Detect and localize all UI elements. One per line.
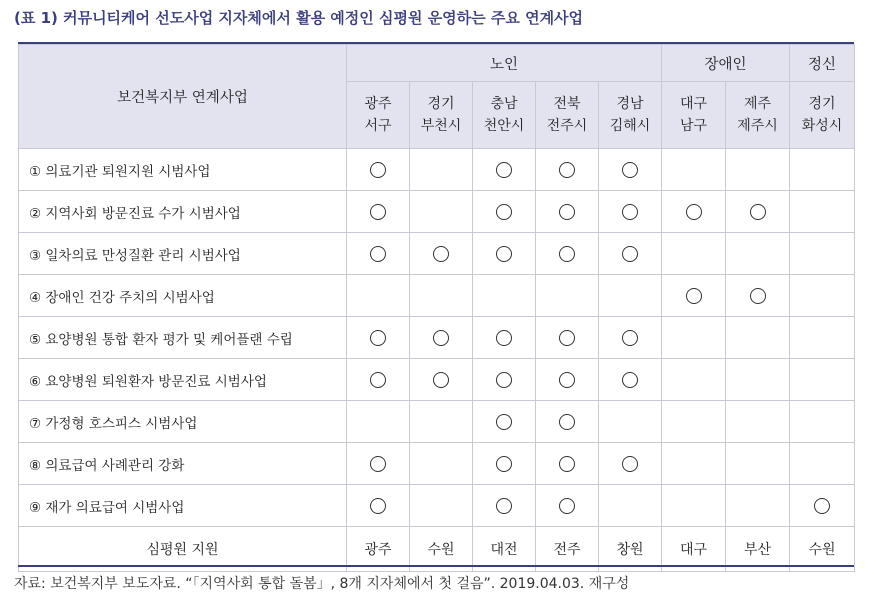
program-label: ⑥ 요양병원 퇴원환자 방문진료 시범사업 <box>19 359 347 401</box>
mark-cell <box>473 443 536 485</box>
circle-mark-icon <box>496 330 512 346</box>
mark-cell <box>473 317 536 359</box>
region-city: 화성시 <box>801 118 843 134</box>
mark-cell <box>536 149 599 191</box>
mark-cell <box>473 233 536 275</box>
mark-cell <box>599 191 662 233</box>
mark-cell <box>726 191 790 233</box>
circle-mark-icon <box>686 204 702 220</box>
mark-cell <box>599 233 662 275</box>
mark-cell <box>726 401 790 443</box>
mark-cell <box>536 401 599 443</box>
mark-cell <box>662 359 726 401</box>
circle-mark-icon <box>370 162 386 178</box>
region-header <box>726 82 790 149</box>
circle-mark-icon <box>370 372 386 388</box>
mark-cell <box>473 275 536 317</box>
mark-cell <box>790 485 855 527</box>
mark-cell <box>599 401 662 443</box>
circle-mark-icon <box>750 204 766 220</box>
mark-cell <box>536 191 599 233</box>
mark-cell <box>662 485 726 527</box>
group-header: 장애인 <box>662 45 790 82</box>
mark-cell <box>536 443 599 485</box>
mark-cell <box>726 149 790 191</box>
region-city: 서구 <box>364 118 392 134</box>
circle-mark-icon <box>370 456 386 472</box>
circle-mark-icon <box>559 204 575 220</box>
table-caption: (표 1) 커뮤니티케어 선도사업 지자체에서 활용 예정인 심평원 운영하는 주요 연계사업 <box>14 9 584 27</box>
program-label: ② 지역사회 방문진료 수가 시범사업 <box>19 191 347 233</box>
circle-mark-icon <box>622 372 638 388</box>
support-city: 수원 <box>410 527 473 572</box>
program-label: ④ 장애인 건강 주치의 시범사업 <box>19 275 347 317</box>
mark-cell <box>599 443 662 485</box>
support-city: 전주 <box>536 527 599 572</box>
table-row <box>19 401 855 443</box>
program-label: ⑤ 요양병원 통합 환자 평가 및 케어플랜 수립 <box>19 317 347 359</box>
row-label-header: 보건복지부 연계사업 <box>19 45 347 149</box>
mark-cell <box>662 317 726 359</box>
program-label: ⑨ 재가 의료급여 시범사업 <box>19 485 347 527</box>
linked-programs-table <box>18 44 855 572</box>
region-province: 경남 <box>616 96 644 112</box>
circle-mark-icon <box>622 246 638 262</box>
region-header <box>790 82 855 149</box>
table-row <box>19 191 855 233</box>
circle-mark-icon <box>622 456 638 472</box>
mark-cell <box>726 275 790 317</box>
mark-cell <box>347 359 410 401</box>
mark-cell <box>410 191 473 233</box>
support-city: 광주 <box>347 527 410 572</box>
support-city: 부산 <box>726 527 790 572</box>
mark-cell <box>536 275 599 317</box>
circle-mark-icon <box>496 372 512 388</box>
circle-mark-icon <box>370 204 386 220</box>
mark-cell <box>410 233 473 275</box>
mark-cell <box>347 149 410 191</box>
mark-cell <box>790 191 855 233</box>
mark-cell <box>347 485 410 527</box>
circle-mark-icon <box>559 456 575 472</box>
circle-mark-icon <box>622 204 638 220</box>
mark-cell <box>599 149 662 191</box>
mark-cell <box>473 401 536 443</box>
mark-cell <box>790 233 855 275</box>
region-header <box>410 82 473 149</box>
mark-cell <box>726 485 790 527</box>
mark-cell <box>410 317 473 359</box>
region-province: 전북 <box>553 96 581 112</box>
mark-cell <box>662 401 726 443</box>
circle-mark-icon <box>433 330 449 346</box>
source-note: 자료: 보건복지부 보도자료. “「지역사회 통합 돌봄」, 8개 지자체에서 첫 걸음”. 2019.04.03. 재구성 <box>14 576 630 592</box>
mark-cell <box>473 485 536 527</box>
program-label: ① 의료기관 퇴원지원 시범사업 <box>19 149 347 191</box>
circle-mark-icon <box>814 498 830 514</box>
circle-mark-icon <box>559 414 575 430</box>
circle-mark-icon <box>622 162 638 178</box>
circle-mark-icon <box>496 204 512 220</box>
mark-cell <box>599 359 662 401</box>
region-header <box>662 82 726 149</box>
group-header: 노인 <box>347 45 662 82</box>
mark-cell <box>410 443 473 485</box>
circle-mark-icon <box>559 498 575 514</box>
circle-mark-icon <box>496 414 512 430</box>
circle-mark-icon <box>559 330 575 346</box>
circle-mark-icon <box>370 246 386 262</box>
mark-cell <box>662 149 726 191</box>
mark-cell <box>410 401 473 443</box>
mark-cell <box>473 149 536 191</box>
mark-cell <box>790 401 855 443</box>
table-row <box>19 233 855 275</box>
table-row <box>19 359 855 401</box>
circle-mark-icon <box>622 330 638 346</box>
circle-mark-icon <box>370 330 386 346</box>
mark-cell <box>347 233 410 275</box>
region-header <box>599 82 662 149</box>
mark-cell <box>790 317 855 359</box>
mark-cell <box>410 275 473 317</box>
mark-cell <box>536 359 599 401</box>
circle-mark-icon <box>433 246 449 262</box>
program-label: ③ 일차의료 만성질환 관리 시범사업 <box>19 233 347 275</box>
circle-mark-icon <box>496 246 512 262</box>
program-label: ⑧ 의료급여 사례관리 강화 <box>19 443 347 485</box>
mark-cell <box>536 485 599 527</box>
mark-cell <box>599 485 662 527</box>
support-city: 대전 <box>473 527 536 572</box>
table-row <box>19 317 855 359</box>
circle-mark-icon <box>496 162 512 178</box>
support-city: 수원 <box>790 527 855 572</box>
table-bottom-rule <box>18 565 854 567</box>
mark-cell <box>790 443 855 485</box>
mark-cell <box>410 485 473 527</box>
circle-mark-icon <box>750 288 766 304</box>
mark-cell <box>347 275 410 317</box>
circle-mark-icon <box>559 246 575 262</box>
mark-cell <box>662 443 726 485</box>
program-label: ⑦ 가정형 호스피스 시범사업 <box>19 401 347 443</box>
support-city: 대구 <box>662 527 726 572</box>
table-row <box>19 149 855 191</box>
mark-cell <box>536 233 599 275</box>
region-city: 부천시 <box>420 118 462 134</box>
mark-cell <box>662 191 726 233</box>
support-city: 창원 <box>599 527 662 572</box>
circle-mark-icon <box>370 498 386 514</box>
region-province: 대구 <box>680 96 708 112</box>
mark-cell <box>662 275 726 317</box>
group-header: 정신 <box>790 45 855 82</box>
region-province: 경기 <box>808 96 836 112</box>
region-header <box>347 82 410 149</box>
circle-mark-icon <box>433 372 449 388</box>
mark-cell <box>599 317 662 359</box>
table-row <box>19 443 855 485</box>
mark-cell <box>347 401 410 443</box>
mark-cell <box>726 233 790 275</box>
mark-cell <box>726 317 790 359</box>
region-city: 제주시 <box>737 118 778 134</box>
mark-cell <box>347 191 410 233</box>
region-province: 경기 <box>427 96 455 112</box>
mark-cell <box>347 317 410 359</box>
region-header <box>536 82 599 149</box>
mark-cell <box>410 359 473 401</box>
mark-cell <box>347 443 410 485</box>
table-row <box>19 485 855 527</box>
mark-cell <box>599 275 662 317</box>
region-city: 김해시 <box>609 118 651 134</box>
region-city: 전주시 <box>546 118 588 134</box>
circle-mark-icon <box>686 288 702 304</box>
region-city: 남구 <box>680 118 708 134</box>
region-header <box>473 82 536 149</box>
region-city: 천안시 <box>483 118 525 134</box>
region-province: 충남 <box>490 96 518 112</box>
mark-cell <box>790 149 855 191</box>
mark-cell <box>662 233 726 275</box>
region-province: 제주 <box>744 96 772 112</box>
circle-mark-icon <box>496 498 512 514</box>
table-row <box>19 275 855 317</box>
mark-cell <box>790 275 855 317</box>
region-province: 광주 <box>364 96 392 112</box>
mark-cell <box>473 359 536 401</box>
circle-mark-icon <box>559 372 575 388</box>
mark-cell <box>726 359 790 401</box>
mark-cell <box>473 191 536 233</box>
mark-cell <box>536 317 599 359</box>
support-label: 심평원 지원 <box>19 527 347 572</box>
mark-cell <box>410 149 473 191</box>
circle-mark-icon <box>496 456 512 472</box>
mark-cell <box>790 359 855 401</box>
mark-cell <box>726 443 790 485</box>
circle-mark-icon <box>559 162 575 178</box>
